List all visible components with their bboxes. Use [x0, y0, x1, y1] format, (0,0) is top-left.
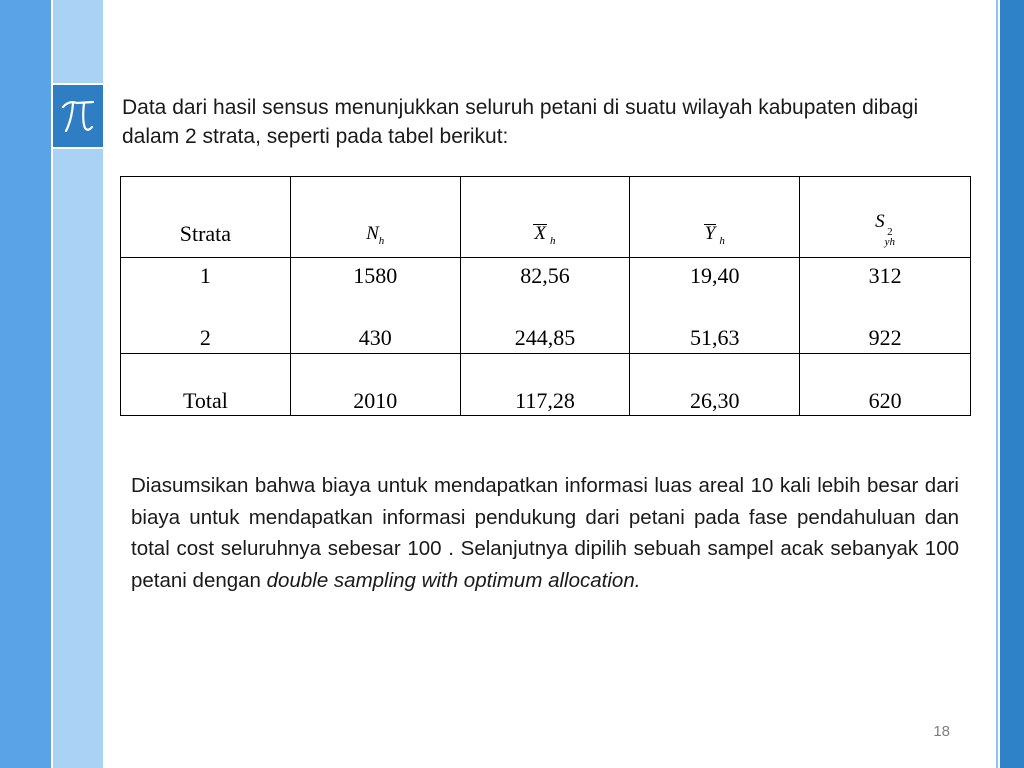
header-xbar-h: X $_h$	[460, 177, 630, 258]
header-ybar-h: Y $_h$	[630, 177, 800, 258]
assumption-paragraph	[131, 470, 959, 596]
left-accent-bar	[0, 0, 51, 768]
assumption-italic-text: double sampling with optimum allocation.	[266, 568, 641, 592]
table-row-strata	[121, 258, 971, 354]
cell-xbar: 82,56 244,85	[460, 258, 630, 354]
total-label: Total	[121, 354, 291, 416]
header-nh: $N_h$	[290, 177, 460, 258]
total-s2: 620	[800, 354, 971, 416]
cell-strata: 1 2	[121, 258, 291, 354]
header-s2-yh: S 2 yh	[800, 177, 971, 258]
cell-nh: 1580 430	[290, 258, 460, 354]
assumption-text: Diasumsikan bahwa biaya untuk mendapatkan informasi luas areal 10 kali lebih besar dari biaya untuk mendapatkan informasi pendukung dari petani pada fase pendahuluan dan total cost seluruhnya sebesar 100 . Selanjutnya dipilih sebuah sampel acak sebanyak 100 petani dengan	[131, 474, 959, 592]
strata-table	[120, 176, 971, 416]
right-accent-bar	[1000, 0, 1024, 768]
total-ybar: 26,30	[630, 354, 800, 416]
total-xbar: 117,28	[460, 354, 630, 416]
page-number: 18	[933, 723, 950, 740]
pi-logo-box	[53, 83, 103, 149]
right-accent-bar-light	[996, 0, 998, 768]
table-header-row	[121, 177, 971, 258]
cell-ybar: 19,40 51,63	[630, 258, 800, 354]
table-row-total	[121, 354, 971, 416]
header-strata: Strata	[121, 177, 291, 258]
pi-icon	[61, 97, 95, 135]
intro-text: Data dari hasil sensus menunjukkan seluruh petani di suatu wilayah kabupaten dibagi dalam 2 strata, seperti pada tabel berikut:	[122, 96, 919, 148]
total-nh: 2010	[290, 354, 460, 416]
cell-s2: 312 922	[800, 258, 971, 354]
